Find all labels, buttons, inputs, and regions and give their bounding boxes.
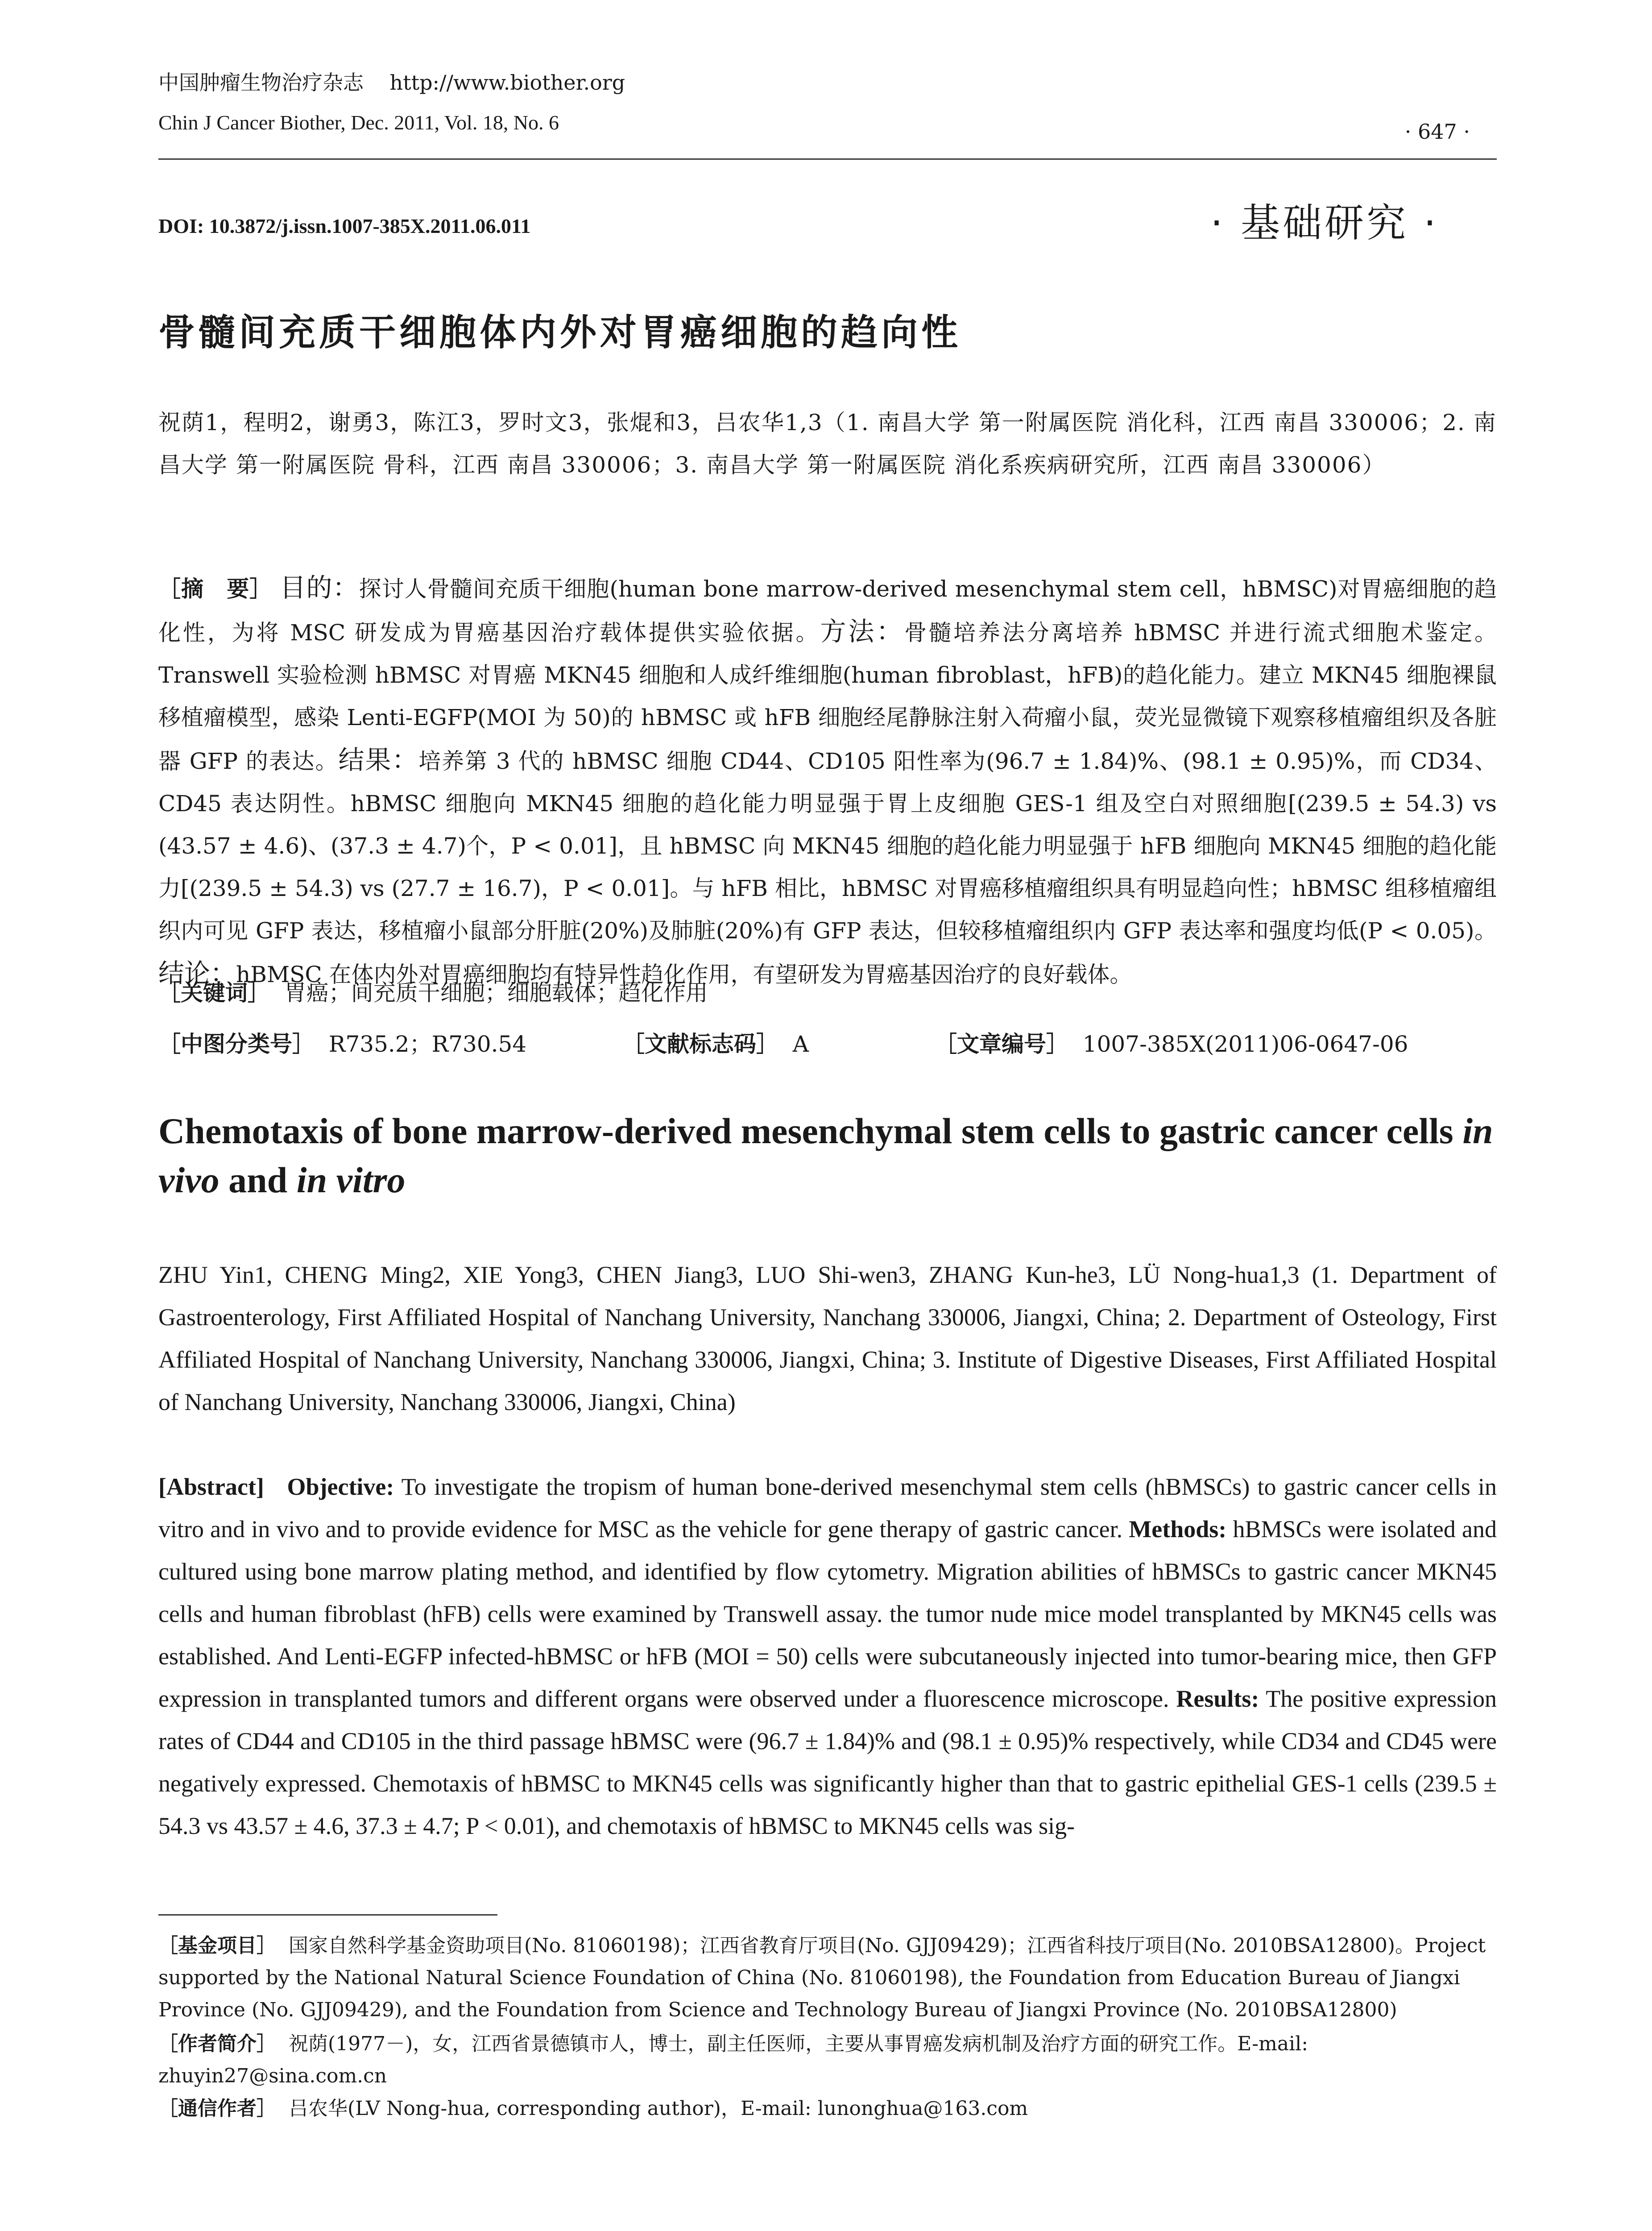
clc-value: R735.2；R730.54 — [328, 1031, 527, 1057]
methods-heading-cn: 方法： — [820, 616, 905, 647]
keywords-row — [158, 975, 1497, 1011]
results-text-en: The positive expression rates of CD44 and CD105 in the third passage hBMSC were (96.7 ± 1.84)% and (98.1 ± 0.95)% respectively, while CD34 and CD45 were negatively expressed. Chemotaxis of hBMSC to MKN45 cells was significantly higher than that to gastric epithelial GES-1 cells (239.5 ± 54.3 vs 43.57 ± 4.6, 37.3 ± 4.7; P < 0.01), and chemotaxis of hBMSC to MKN45 cells was sig- — [158, 1685, 1497, 1839]
objective-text-cn: 探讨人骨髓间充质干细胞(human bone marrow-derived mesenchymal stem cell，hBMSC)对胃癌细胞的趋化性，为将 MSC 研发成为胃癌基因治疗载体提供实验依据。 — [158, 576, 1497, 646]
clc-label: ［中图分类号］ — [158, 1031, 315, 1057]
page-number: · 647 · — [1404, 120, 1470, 144]
keywords-text: 胃癌；间充质干细胞；细胞载体；趋化作用 — [284, 980, 708, 1006]
conclusion-heading-cn: 结论： — [158, 958, 236, 988]
author-bio-label: ［作者简介］ — [158, 2032, 276, 2055]
title-english — [158, 1107, 1497, 1205]
article-number-field — [935, 1026, 1408, 1062]
doi[interactable]: DOI: 10.3872/j.issn.1007-385X.2011.06.011 — [158, 215, 531, 237]
header-divider — [158, 158, 1497, 160]
objective-heading-en: Objective: — [287, 1473, 394, 1500]
title-en-in-vivo: in vivo — [158, 1111, 1493, 1200]
funding-label: ［基金项目］ — [158, 1934, 276, 1957]
methods-heading-en: Methods: — [1129, 1516, 1227, 1543]
title-en-main: Chemotaxis of bone marrow-derived mesenchymal stem cells to gastric cancer cells — [158, 1111, 1463, 1151]
journal-name-cn: 中国肿瘤生物治疗杂志 — [158, 70, 364, 95]
results-text-cn: 培养第 3 代的 hBMSC 细胞 CD44、CD105 阳性率为(96.7 ± 1.84)%、(98.1 ± 0.95)%，而 CD34、CD45 表达阴性。hBMSC 细胞向 MKN45 细胞的趋化能力明显强于胃上皮细胞 GES-1 组及空白对照细胞[(239.5 ± 54.3) vs (43.57 ± 4.6)、(37.3 ± 4.7)个，P < 0.01]，且 hBMSC 向 MKN45 细胞的趋化能力明显强于 hFB 细胞向 MKN45 细胞的趋化能力[(239.5 ± 54.3) vs (27.7 ± 16.7)，P < 0.01]。与 hFB 相比，hBMSC 对胃癌移植瘤组织具有明显趋向性；hBMSC 组移植瘤组织内可见 GFP 表达，移植瘤小鼠部分肝脏(20%)及肺脏(20%)有 GFP 表达，但较移植瘤组织内 GFP 表达率和强度均低(P < 0.05)。 — [158, 748, 1497, 944]
corresponding-label: ［通信作者］ — [158, 2097, 276, 2120]
corresponding-text: 吕农华(LV Nong-hua, corresponding author)，E-mail: lunonghua@163.com — [288, 2097, 1028, 2120]
objective-text-en: To investigate the tropism of human bone-derived mesenchymal stem cells (hBMSCs) to gastric cancer cells in vitro and in vivo and to provide evidence for MSC as the vehicle for gene therapy of gastric cancer. — [158, 1473, 1497, 1543]
authors-affiliations-en: ZHU Yin1, CHENG Ming2, XIE Yong3, CHEN Jiang3, LUO Shi-wen3, ZHANG Kun-he3, LÜ Nong-hua1,3 (1. Department of Gastroenterology, First Affiliated Hospital of Nanchang University, Nanchang 330006, Jiangxi, China; 2. Department of Osteology, First Affiliated Hospital of Nanchang University, Nanchang 330006, Jiangxi, China; 3. Institute of Digestive Diseases, First Affiliated Hospital of Nanchang University, Nanchang 330006, Jiangxi, China) — [158, 1261, 1497, 1415]
methods-text-cn: 骨髓培养法分离培养 hBMSC 并进行流式细胞术鉴定。Transwell 实验检测 hBMSC 对胃癌 MKN45 细胞和人成纤维细胞(human fibroblast，hFB)的趋化能力。建立 MKN45 细胞裸鼠移植瘤模型，感染 Lenti-EGFP(MOI 为 50)的 hBMSC 或 hFB 细胞经尾静脉注射入荷瘤小鼠，荧光显微镜下观察移植瘤组织及各脏器 GFP 的表达。 — [158, 620, 1497, 774]
results-heading-cn: 结果： — [338, 745, 419, 775]
methods-text-en: hBMSCs were isolated and cultured using bone marrow plating method, and identified by flow cytometry. Migration abilities of hBMSCs to gastric cancer MKN45 cells and human fibroblast (hFB) cells were examined by Transwell assay. the tumor nude mice model transplanted by MKN45 cells was established. And Lenti-EGFP infected-hBMSC or hFB (MOI = 50) cells were subcutaneously injected into tumor-bearing mice, then GFP expression in transplanted tumors and different organs were observed under a fluorescence microscope. — [158, 1516, 1497, 1712]
article-page — [158, 0, 1497, 2231]
journal-url[interactable]: http://www.biother.org — [389, 70, 625, 95]
abstract-label-cn: ［摘 要］ — [158, 576, 273, 602]
authors-affiliations-cn: 祝荫1，程明2，谢勇3，陈江3，罗时文3，张焜和3，吕农华1,3（1. 南昌大学 第一附属医院 消化科，江西 南昌 330006；2. 南昌大学 第一附属医院 骨科，江西 南昌 330006；3. 南昌大学 第一附属医院 消化系疾病研究所，江西 南昌 330006） — [158, 410, 1497, 478]
article-number-label: ［文章编号］ — [935, 1031, 1068, 1057]
title-en-in-vitro: in vitro — [296, 1160, 406, 1200]
title-chinese: 骨髓间充质干细胞体内外对胃癌细胞的趋向性 — [158, 311, 962, 354]
author-bio-text: 祝荫(1977－)，女，江西省景德镇市人，博士，副主任医师，主要从事胃癌发病机制及治疗方面的研究工作。E-mail: zhuyin27@sina.com.cn — [158, 2032, 1308, 2087]
abstract-chinese — [158, 567, 1497, 996]
section-label: · 基础研究 · — [1210, 200, 1439, 246]
results-heading-en: Results: — [1176, 1685, 1259, 1712]
doc-code-label: ［文献标志码］ — [622, 1031, 778, 1057]
journal-name-en: Chin J Cancer Biother, Dec. 2011, Vol. 18, No. 6 — [158, 111, 559, 134]
doc-code-field — [622, 1026, 809, 1062]
journal-title-line — [158, 69, 1497, 96]
doc-code-value: A — [792, 1031, 809, 1057]
objective-heading-cn: 目的： — [280, 572, 359, 603]
abstract-english — [158, 1466, 1497, 1847]
footnote-divider — [158, 1914, 497, 1916]
clc-field — [158, 1026, 526, 1062]
keywords-label: ［关键词］ — [158, 980, 270, 1006]
conclusion-text-cn: hBMSC 在体内外对胃癌细胞均有特异性趋化作用，有望研发为胃癌基因治疗的良好载体。 — [236, 962, 1132, 987]
footnote-funding — [158, 1930, 1497, 2026]
footnote-author-bio — [158, 2028, 1497, 2092]
journal-header — [158, 69, 1497, 136]
funding-text: 国家自然科学基金资助项目(No. 81060198)；江西省教育厅项目(No. GJJ09429)；江西省科技厅项目(No. 2010BSA12800)。Project supported by the National Natural Science Foundation of China (No. 81060198), the Foundation from Education Bureau of Jiangxi Province (No. GJJ09429), and the Foundation from Science and Technology Bureau of Jiangxi Province (No. 2010BSA12800) — [158, 1934, 1486, 2021]
title-en-and: and — [219, 1160, 297, 1200]
footnote-corresponding — [158, 2093, 1497, 2125]
article-number-value: 1007-385X(2011)06-0647-06 — [1082, 1031, 1408, 1057]
abstract-label-en: [Abstract] — [158, 1473, 264, 1500]
